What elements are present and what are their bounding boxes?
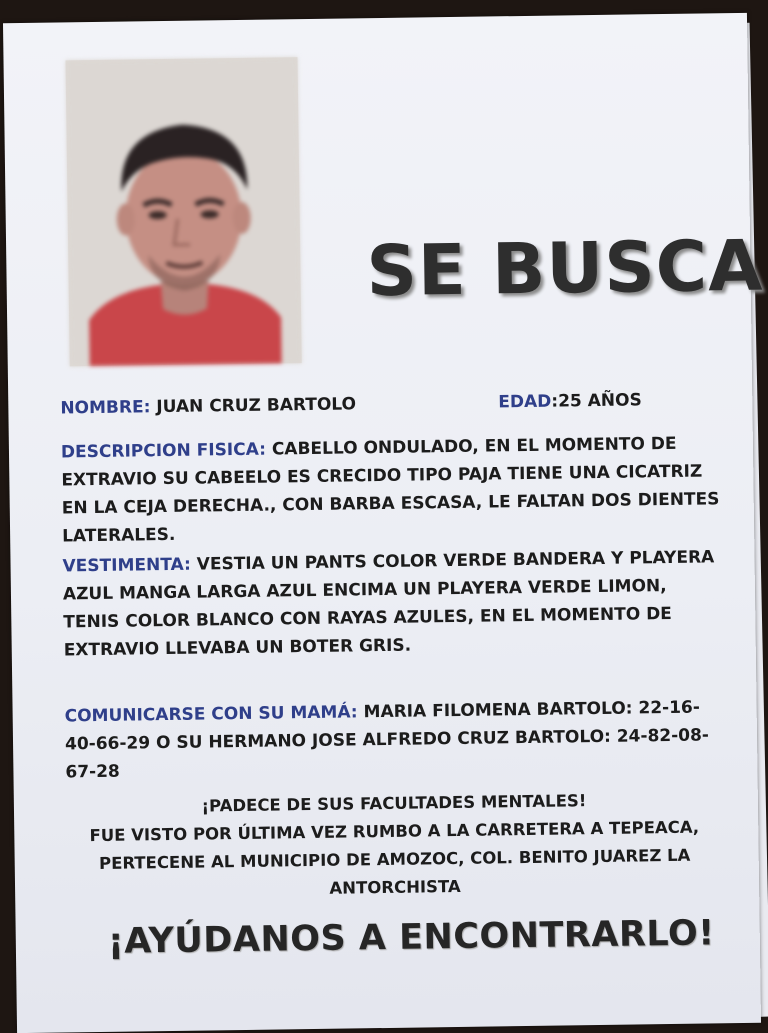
clothing-text: VESTIA UN PANTS COLOR VERDE BANDERA Y PLAYERA AZUL MANGA LARGA AZUL ENCIMA UN PLAYERA VERDE LIMON, TENIS COLOR BLANCO CON RAYAS AZULES, EN EL MOMENTO DE EXTRAVIO LLEVABA UN BOTER GRIS. [62,547,715,661]
physical-description-label: DESCRIPCION FISICA: [60,439,267,463]
physical-description [61,429,722,550]
contact-text: MARIA FILOMENA BARTOLO: 22-16-40-66-29 O SU HERMANO JOSE ALFREDO CRUZ BARTOLO: 24-82-08-67-28 [64,697,710,783]
notice-block [74,785,716,906]
flyer-title: SE BUSCA [365,224,764,313]
age-value: :25 AÑOS [551,390,642,412]
notice-line-3: PERTECENE AL MUNICIPIO DE AMOZOC, COL. BENITO JUAREZ LA [98,845,691,873]
missing-person-photo [66,57,302,366]
age-row [498,386,642,416]
call-to-action: ¡AYÚDANOS A ENCONTRARLO! [107,913,715,962]
person-portrait-icon [66,57,302,366]
notice-line-4: ANTORCHISTA [329,876,461,898]
notice-line-2: FUE VISTO POR ÚLTIMA VEZ RUMBO A LA CARRETERA A TEPEACA, [89,817,700,846]
missing-person-flyer [3,13,764,1033]
clothing-description [62,543,723,664]
notice-line-1: ¡PADECE DE SUS FACULTADES MENTALES! [201,791,587,816]
physical-description-text: CABELLO ONDULADO, EN EL MOMENTO DE EXTRAVIO SU CABEELO ES CRECIDO TIPO PAJA TIENE UNA CICATRIZ EN LA CEJA DERECHA., CON BARBA ESCASA, LE FALTAN DOS DIENTES LATERALES. [61,433,720,547]
contact-label: COMUNICARSE CON SU MAMÁ: [64,702,358,727]
contact-info [64,693,725,786]
name-value: JUAN CRUZ BARTOLO [156,394,357,418]
clothing-label: VESTIMENTA: [62,554,191,577]
age-label: EDAD [498,391,552,413]
name-label: NOMBRE: [60,397,151,419]
